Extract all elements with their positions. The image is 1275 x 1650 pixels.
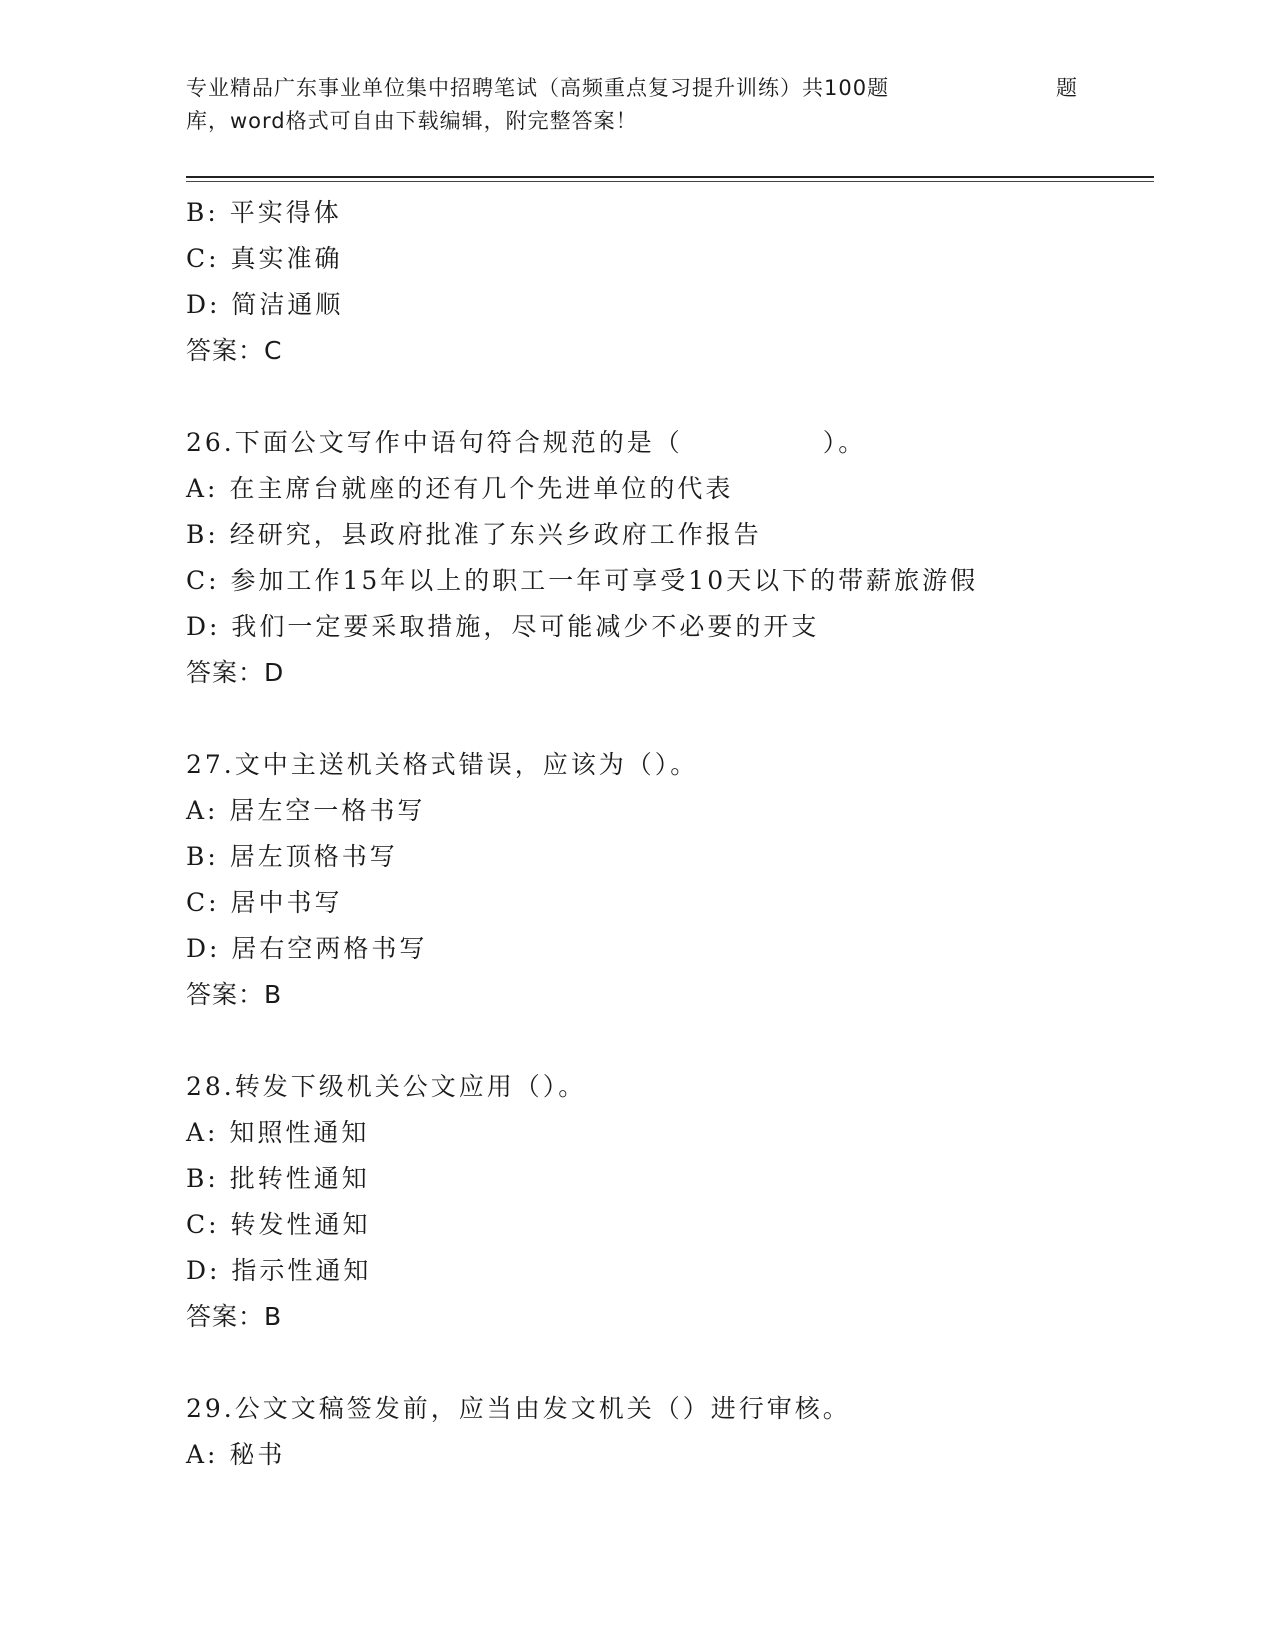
question-block-28 — [186, 1064, 1166, 1340]
header-line-2: 库，word格式可自由下载编辑，附完整答案！ — [186, 109, 638, 133]
header-line-1-tail: 题 — [1056, 76, 1078, 100]
spacer — [186, 1340, 1166, 1386]
question-block-27 — [186, 742, 1166, 1018]
question-stem: 29.公文文稿签发前，应当由发文机关（）进行审核。 — [186, 1394, 851, 1423]
question-block-26 — [186, 420, 1166, 696]
spacer — [186, 374, 1166, 420]
option-b: B: 平实得体 — [186, 198, 342, 227]
option-c: C: 参加工作15年以上的职工一年可享受10天以下的带薪旅游假 — [186, 566, 979, 595]
document-header — [186, 72, 1086, 138]
option-d: D: 指示性通知 — [186, 1256, 372, 1285]
question-stem: 26.下面公文写作中语句符合规范的是（ ）。 — [186, 428, 867, 457]
option-c: C: 真实准确 — [186, 244, 343, 273]
option-b: B: 经研究，县政府批准了东兴乡政府工作报告 — [186, 520, 762, 549]
option-a: A: 秘书 — [186, 1440, 286, 1469]
question-stem: 27.文中主送机关格式错误，应该为（）。 — [186, 750, 699, 779]
option-a: A: 知照性通知 — [186, 1118, 370, 1147]
partial-question-block — [186, 190, 1166, 374]
header-divider-thick — [186, 176, 1154, 178]
option-d: D: 简洁通顺 — [186, 290, 344, 319]
option-a: A: 居左空一格书写 — [186, 796, 426, 825]
answer-line: 答案：C — [186, 336, 283, 365]
header-divider-thin — [186, 181, 1154, 182]
answer-line: 答案：D — [186, 658, 285, 687]
option-b: B: 批转性通知 — [186, 1164, 370, 1193]
spacer — [186, 1018, 1166, 1064]
question-block-29 — [186, 1386, 1166, 1478]
option-b: B: 居左顶格书写 — [186, 842, 398, 871]
option-c: C: 居中书写 — [186, 888, 343, 917]
option-a: A: 在主席台就座的还有几个先进单位的代表 — [186, 474, 734, 503]
option-c: C: 转发性通知 — [186, 1210, 371, 1239]
answer-line: 答案：B — [186, 980, 283, 1009]
answer-line: 答案：B — [186, 1302, 283, 1331]
header-line-1: 专业精品广东事业单位集中招聘笔试（高频重点复习提升训练）共100题 — [186, 76, 890, 100]
question-list — [186, 190, 1166, 1478]
question-stem: 28.转发下级机关公文应用（）。 — [186, 1072, 587, 1101]
option-d: D: 我们一定要采取措施，尽可能减少不必要的开支 — [186, 612, 820, 641]
spacer — [186, 696, 1166, 742]
option-d: D: 居右空两格书写 — [186, 934, 428, 963]
